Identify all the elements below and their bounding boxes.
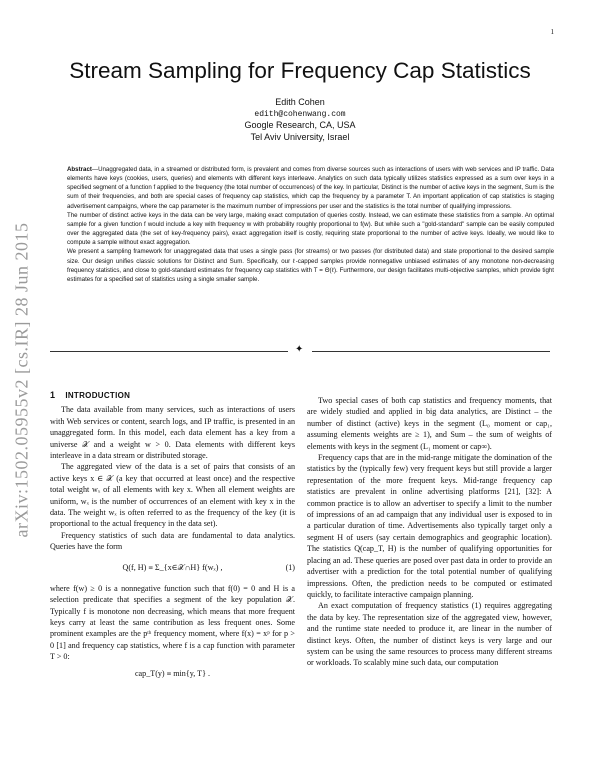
right-column — [307, 395, 552, 669]
divider-line-right — [312, 351, 550, 352]
intro-paragraph-2: The aggregated view of the data is a set of pairs that consists of an active keys x ∈ 𝒳 (a key that occurred at least once) and the respective total weight wₓ of all elements with key x. When all element weights are uniform, wₓ is the number of occurrences of an element with key x in the data. The weight wₓ is often referred to as the frequency of the key (it is proportional to the actual frequency in the data set). — [50, 462, 295, 529]
section-title: INTRODUCTION — [65, 391, 131, 400]
arxiv-id: arXiv:1502.05955v2 [cs.IR] 28 Jun 2015 — [11, 222, 32, 538]
right-paragraph-3: An exact computation of frequency statistics (1) requires aggregating the data by key. The representation size of the aggregated view, however, and the runtime state needed to produce it, are linear in the number of distinct keys. Often, the number of distinct keys is very large and our system can be using the same resources to process many different streams or workloads. To scalably mine such data, our computation — [307, 601, 552, 668]
equation-1-number: (1) — [285, 562, 295, 572]
divider-diamond-icon: ✦ — [295, 344, 304, 355]
abstract-paragraph-3: We present a sampling framework for unaggregated data that uses a single pass (for streams) or two passes (for distributed data) and state proportional to the desired sample size. Our design unifies classic solutions for Distinct and Sum. Specifically, our ℓ-capped samples provide nonnegative unbiased estimates of any monotone non-decreasing frequency statistics, and close to gold-standard estimates for frequency cap statistics with T = Θ(ℓ). Furthermore, our design facilitates multi-objective samples, which provide tight estimates for a specified set of statistics using a single smaller sample. — [67, 248, 554, 283]
author-block — [100, 97, 500, 143]
arxiv-watermark — [0, 0, 40, 776]
abstract-paragraph-2: The number of distinct active keys in the data can be very large, making exact computation of queries costly. Instead, we can estimate these statistics from a sample. An optimal sample for a given function f would include a key with frequency w with probability roughly proportional to f(w). But while such a "gold-standard" sample can be easily computed over the aggregated data (the set of key-frequency pairs), exact aggregation itself is costly, requiring state proportional to the number of active keys. Ideally, we would like to compute a sample without exact aggregation. — [67, 211, 554, 247]
equation-2-body: cap_T(y) ≡ min{y, T} . — [134, 668, 211, 678]
equation-1-body: Q(f, H) ≡ Σ_{x∈𝒳∩H} f(wₓ) , — [122, 562, 223, 572]
equation-1 — [50, 555, 295, 581]
section-number: 1 — [50, 390, 56, 400]
intro-paragraph-3: Frequency statistics of such data are fundamental to data analytics. Queries have the form — [50, 530, 295, 552]
right-paragraph-2: Frequency caps that are in the mid-range mitigate the domination of the statistics by the (typically few) very frequent keys but still provide a larger representation of the more frequent keys. Mid-range frequency cap statistics are prevalent in online advertising platforms [21], [32]: A common practice is to allow an advertiser to specify a limit to the number of impressions of an ad campaign that any individual user is exposed to in a particular duration of time. Advertisements also typically target only a segment H of users (say certain demographics and geographic location). The statistics Q(cap_T, H) is the number of qualifying opportunities for placing an ad. These queries are posed over past data in order to provide an advertiser with a prediction for the total potential number of qualifying impressions. Often, the prediction needs to be computed or estimated quickly, to facilitate interactive campaign planning. — [307, 453, 552, 599]
intro-paragraph-1: The data available from many services, such as interactions of users with Web services or content, search logs, and IP traffic, is presented in an unaggregated form. In this model, each data element has a key from a universe 𝒳 and a weight w > 0. Data elements with different keys interleave in a data stream or distributed storage. — [50, 405, 295, 461]
author-name: Edith Cohen — [275, 97, 325, 107]
equation-2 — [50, 665, 295, 683]
section-heading — [50, 390, 295, 401]
right-paragraph-1: Two special cases of both cap statistics and frequency moments, that are widely studied and applied in big data analytics, are Distinct – the number of distinct (active) keys in the segment (L₀ moment or cap₁, assuming elements weights are ≥ 1), and Sum – the sum of weights of elements with keys in the segment (L₁ moment or cap∞). — [307, 396, 552, 451]
paper-title: Stream Sampling for Frequency Cap Statistics — [69, 58, 531, 83]
abstract-label: Abstract — [67, 166, 92, 173]
abstract — [67, 165, 554, 284]
abstract-paragraph-1: Abstract—Unaggregated data, in a streamed or distributed form, is prevalent and comes from diverse sources such as interactions of users with web services and IP traffic. Data elements have keys (cookies, users, queries) and elements with different keys interleave. Analytics on such data typically utilizes statistics expressed as a sum over keys in a specified segment of a function f applied to the frequency (the total number of occurrences) of the key. In particular, Distinct is the number of active keys in the segment, Sum is the sum of their frequencies, and both are special cases of frequency cap statistics, which cap the frequency by a parameter T. An important application of cap statistics is staging advertisement campaigns, where the cap parameter is the maximum number of impressions per user and the statistics is the total number of qualifying impressions. — [67, 166, 554, 210]
section-divider — [50, 346, 550, 356]
intro-paragraph-4: where f(w) ≥ 0 is a nonnegative function such that f(0) = 0 and H is a selection predicate that specifies a segment of the key population 𝒳. Typically f is monotone non decreasing, which means that more frequent keys carry at least the same contribution as less frequent ones. Some prominent examples are the pᵗʰ frequency moment, where f(x) = xᵖ for p > 0 [1] and frequency cap statistics, where f is a cap function with parameter T > 0: — [50, 583, 295, 662]
page-number: 1 — [550, 28, 554, 36]
left-column — [50, 384, 295, 685]
affiliation-tau: Tel Aviv University, Israel — [250, 131, 350, 142]
divider-line-left — [50, 351, 288, 352]
author-email: edith@cohenwang.com — [254, 109, 346, 119]
affiliation-google: Google Research, CA, USA — [244, 120, 356, 130]
